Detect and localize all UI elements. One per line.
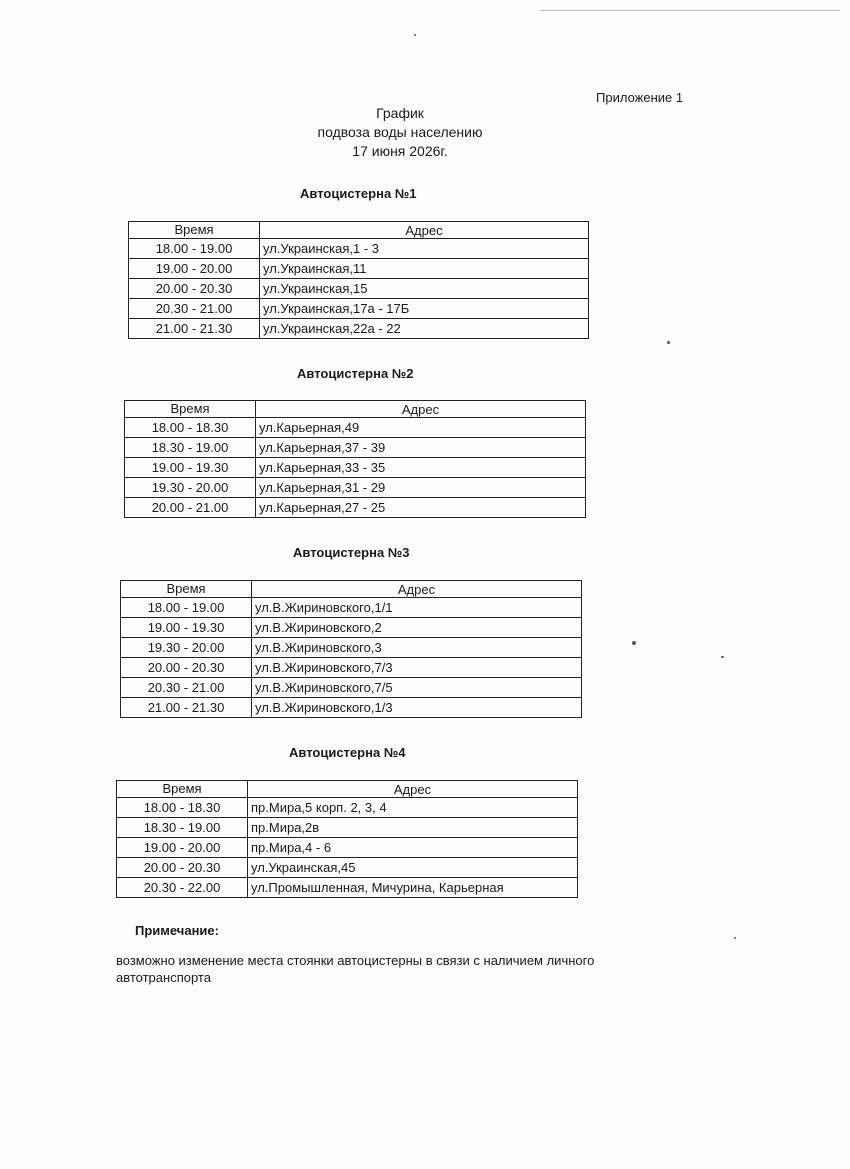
- address-cell: ул.В.Жириновского,2: [252, 618, 582, 638]
- address-cell: ул.Карьерная,27 - 25: [256, 498, 586, 518]
- tanker-1-table: [128, 221, 589, 339]
- time-cell: 18.00 - 19.00: [121, 598, 252, 618]
- address-cell: ул.В.Жириновского,1/3: [252, 698, 582, 718]
- address-cell: ул.Промышленная, Мичурина, Карьерная: [248, 878, 578, 898]
- table-header-row: [117, 781, 578, 798]
- address-cell: ул.В.Жириновского,3: [252, 638, 582, 658]
- time-cell: 19.00 - 20.00: [129, 259, 260, 279]
- time-cell: 18.00 - 19.00: [129, 239, 260, 259]
- tanker-2-table: [124, 400, 586, 518]
- address-header: Адрес: [260, 222, 589, 239]
- scan-speck: [414, 34, 416, 36]
- address-cell: ул.Украинская,1 - 3: [260, 239, 589, 259]
- time-header: Время: [121, 581, 252, 598]
- address-header: Адрес: [248, 781, 578, 798]
- time-cell: 18.00 - 18.30: [117, 798, 248, 818]
- time-cell: 19.30 - 20.00: [125, 478, 256, 498]
- address-cell: пр.Мира,5 корп. 2, 3, 4: [248, 798, 578, 818]
- scan-streak: [540, 10, 840, 11]
- time-cell: 20.00 - 21.00: [125, 498, 256, 518]
- note-label: Примечание:: [135, 923, 219, 938]
- time-cell: 19.30 - 20.00: [121, 638, 252, 658]
- time-cell: 19.00 - 20.00: [117, 838, 248, 858]
- table-row: [129, 259, 589, 279]
- table-row: [129, 239, 589, 259]
- address-cell: ул.Украинская,11: [260, 259, 589, 279]
- address-header: Адрес: [252, 581, 582, 598]
- time-cell: 20.30 - 21.00: [121, 678, 252, 698]
- address-cell: ул.Карьерная,37 - 39: [256, 438, 586, 458]
- time-header: Время: [125, 401, 256, 418]
- address-header: Адрес: [256, 401, 586, 418]
- table-row: [117, 818, 578, 838]
- note-text: возможно изменение места стоянки автоцистерны в связи с наличием личного автотранспорта: [116, 953, 595, 985]
- time-cell: 18.00 - 18.30: [125, 418, 256, 438]
- table-row: [121, 678, 582, 698]
- table-row: [121, 698, 582, 718]
- scan-speck: [721, 656, 724, 658]
- table-header-row: [129, 222, 589, 239]
- table-row: [117, 798, 578, 818]
- address-cell: ул.Карьерная,33 - 35: [256, 458, 586, 478]
- time-cell: 20.00 - 20.30: [117, 858, 248, 878]
- annex-label: Приложение 1: [596, 90, 684, 105]
- scan-speck: [667, 341, 670, 344]
- table-row: [125, 418, 586, 438]
- address-cell: ул.Карьерная,49: [256, 418, 586, 438]
- time-cell: 21.00 - 21.30: [129, 319, 260, 339]
- time-cell: 18.30 - 19.00: [125, 438, 256, 458]
- time-header: Время: [129, 222, 260, 239]
- table-row: [121, 598, 582, 618]
- time-cell: 18.30 - 19.00: [117, 818, 248, 838]
- time-cell: 21.00 - 21.30: [121, 698, 252, 718]
- table-row: [125, 458, 586, 478]
- title-line-3: 17 июня 2026г.: [352, 143, 448, 159]
- table-row: [129, 299, 589, 319]
- tanker-4-title: Автоцистерна №4: [289, 745, 406, 760]
- address-cell: ул.Карьерная,31 - 29: [256, 478, 586, 498]
- table-header-row: [121, 581, 582, 598]
- tanker-4-table: [116, 780, 578, 898]
- table-row: [125, 438, 586, 458]
- title-line-1: График: [376, 105, 424, 121]
- table-row: [117, 858, 578, 878]
- scan-speck: [632, 641, 636, 645]
- time-cell: 19.00 - 19.30: [121, 618, 252, 638]
- address-cell: ул.Украинская,15: [260, 279, 589, 299]
- time-cell: 20.30 - 21.00: [129, 299, 260, 319]
- table-row: [121, 638, 582, 658]
- table-row: [129, 319, 589, 339]
- table-row: [129, 279, 589, 299]
- address-cell: ул.В.Жириновского,7/3: [252, 658, 582, 678]
- address-cell: ул.Украинская,17а - 17Б: [260, 299, 589, 319]
- address-cell: ул.Украинская,22а - 22: [260, 319, 589, 339]
- address-cell: ул.В.Жириновского,7/5: [252, 678, 582, 698]
- table-header-row: [125, 401, 586, 418]
- title-line-2: подвоза воды населению: [317, 124, 483, 140]
- time-cell: 19.00 - 19.30: [125, 458, 256, 478]
- table-row: [117, 838, 578, 858]
- address-cell: пр.Мира,4 - 6: [248, 838, 578, 858]
- address-cell: ул.В.Жириновского,1/1: [252, 598, 582, 618]
- document-title: [250, 104, 550, 161]
- time-cell: 20.00 - 20.30: [129, 279, 260, 299]
- tanker-1-title: Автоцистерна №1: [300, 186, 417, 201]
- table-row: [121, 658, 582, 678]
- time-cell: 20.30 - 22.00: [117, 878, 248, 898]
- tanker-3-table: [120, 580, 582, 718]
- address-cell: пр.Мира,2в: [248, 818, 578, 838]
- time-header: Время: [117, 781, 248, 798]
- table-row: [125, 478, 586, 498]
- time-cell: 20.00 - 20.30: [121, 658, 252, 678]
- table-row: [125, 498, 586, 518]
- tanker-2-title: Автоцистерна №2: [297, 366, 414, 381]
- address-cell: ул.Украинская,45: [248, 858, 578, 878]
- tanker-3-title: Автоцистерна №3: [293, 545, 410, 560]
- table-row: [117, 878, 578, 898]
- table-row: [121, 618, 582, 638]
- scan-speck: [734, 937, 736, 939]
